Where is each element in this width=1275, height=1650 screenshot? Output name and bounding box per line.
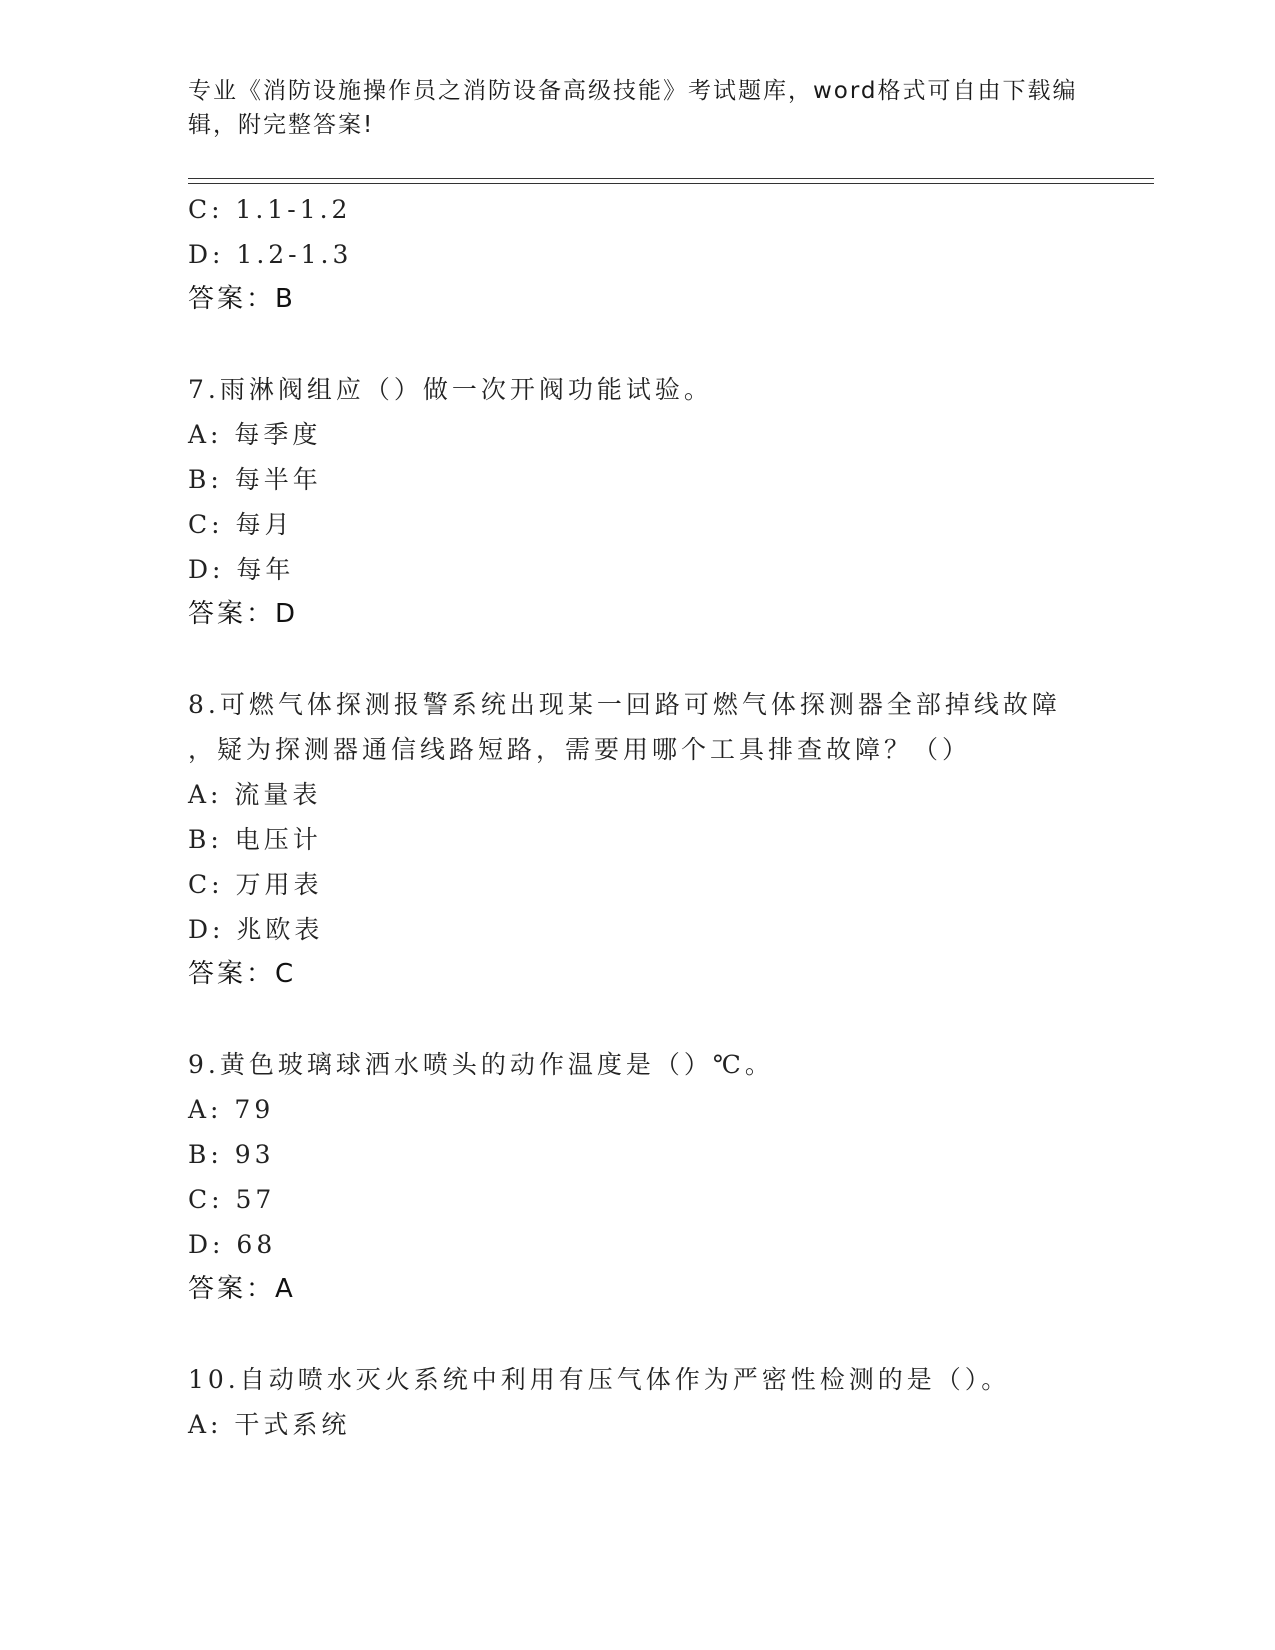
document-header [188, 74, 1088, 142]
header-divider-top [188, 178, 1154, 179]
q7-option-d: D: 每年 [188, 555, 295, 584]
q9-option-a: A: 79 [188, 1095, 275, 1124]
q6-option-c: C: 1.1-1.2 [188, 195, 352, 224]
q8-option-d: D: 兆欧表 [188, 915, 324, 944]
q6-answer: 答案：B [188, 284, 296, 314]
q9-stem: 9.黄色玻璃球洒水喷头的动作温度是（）℃。 [188, 1050, 774, 1079]
q10-stem: 10.自动喷水灭火系统中利用有压气体作为严密性检测的是（）。 [188, 1365, 1011, 1394]
q8-answer: 答案：C [188, 959, 297, 989]
q9-answer: 答案：A [188, 1274, 296, 1304]
q7-option-c: C: 每月 [188, 510, 294, 539]
q7-stem: 7.雨淋阀组应（）做一次开阀功能试验。 [188, 375, 713, 404]
header-line-1: 专业《消防设施操作员之消防设备高级技能》考试题库，word格式可自由下载编 [188, 78, 1078, 104]
q7-answer: 答案：D [188, 599, 299, 629]
q8-option-b: B: 电压计 [188, 825, 322, 854]
q8-option-c: C: 万用表 [188, 870, 323, 899]
q8-option-a: A: 流量表 [188, 780, 322, 809]
q7-option-a: A: 每季度 [188, 420, 322, 449]
q9-option-d: D: 68 [188, 1230, 277, 1259]
q8-stem-line-2: ，疑为探测器通信线路短路，需要用哪个工具排查故障？（） [188, 735, 972, 764]
header-line-2: 辑，附完整答案! [188, 112, 375, 138]
header-divider-bottom [188, 183, 1154, 184]
q7-option-b: B: 每半年 [188, 465, 322, 494]
q6-option-d: D: 1.2-1.3 [188, 240, 353, 269]
q10-option-a: A: 干式系统 [188, 1410, 351, 1439]
q9-option-b: B: 93 [188, 1140, 275, 1169]
q9-option-c: C: 57 [188, 1185, 276, 1214]
q8-stem-line-1: 8.可燃气体探测报警系统出现某一回路可燃气体探测器全部掉线故障 [188, 690, 1061, 719]
